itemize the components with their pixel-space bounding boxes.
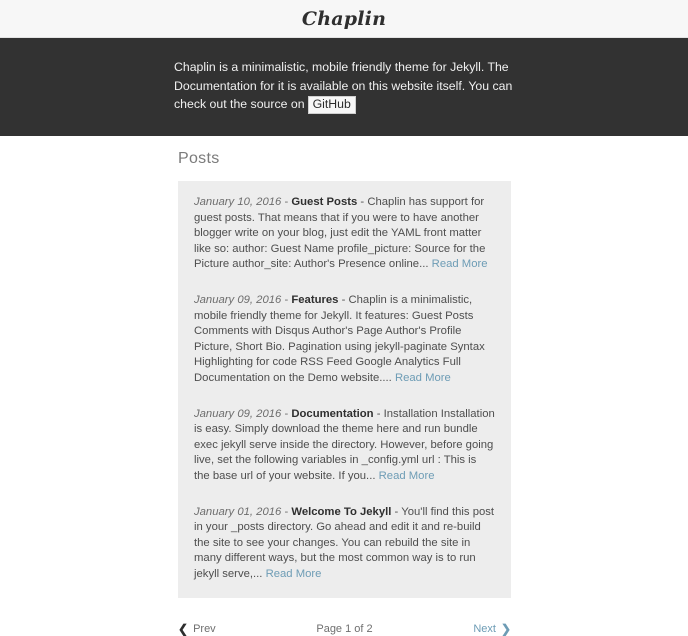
post-date: January 10, 2016	[194, 196, 282, 208]
site-header	[0, 0, 688, 38]
post-separator: -	[284, 196, 289, 208]
page-title: Posts	[178, 150, 220, 167]
read-more-link[interactable]: Read More	[265, 567, 322, 580]
pagination-status: Page 1 of 2	[316, 623, 373, 636]
post-separator: -	[284, 293, 289, 306]
post-excerpt: - Installation Installation is easy. Simply download the theme here and run bundle exec jekyll serve inside the directory. However, before going live, set the following variables in _config.yml url : This is the base url of your website. If you...	[194, 407, 495, 482]
list-item	[194, 195, 495, 273]
posts-list	[178, 181, 511, 598]
read-more-link[interactable]: Read More	[394, 371, 451, 384]
post-title[interactable]: Features	[291, 293, 339, 306]
intro-text-body: Chaplin is a minimalistic, mobile friendly theme for Jekyll. The Documentation for it is available on this website itself. You can check out the source on	[174, 60, 513, 111]
post-separator: -	[284, 505, 289, 518]
main-content	[0, 136, 688, 636]
post-title[interactable]: Welcome To Jekyll	[291, 505, 392, 518]
post-date: January 01, 2016	[194, 505, 282, 518]
post-date: January 09, 2016	[194, 293, 282, 306]
post-excerpt: - Chaplin has support for guest posts. That means that if you were to have another blogger write on your blog, just edit the YAML front matter like so: author: Guest Name profile_picture: Source for the Picture author_site: Author's Presence online...	[194, 196, 486, 271]
pagination-prev-label: Prev	[193, 623, 216, 636]
pagination-next-button[interactable]	[473, 622, 511, 636]
pagination-next-label: Next	[473, 623, 496, 636]
list-item	[194, 505, 495, 583]
pagination-prev-button[interactable]	[178, 622, 216, 636]
post-separator: -	[284, 407, 289, 420]
pagination	[178, 622, 511, 636]
github-link[interactable]: GitHub	[308, 96, 356, 114]
chevron-left-icon: ❮	[178, 622, 189, 636]
chevron-right-icon: ❯	[500, 622, 511, 636]
post-excerpt: - You'll find this post in your _posts directory. Go ahead and edit it and re-build the site to see your changes. You can rebuild the site in many different ways, but the most common way is to run jekyll serve,...	[194, 505, 495, 580]
list-item	[194, 407, 495, 485]
post-title[interactable]: Guest Posts	[291, 196, 358, 208]
post-date: January 09, 2016	[194, 407, 282, 420]
read-more-link[interactable]: Read More	[378, 469, 435, 482]
intro-description	[174, 58, 514, 114]
intro-banner	[0, 38, 688, 136]
list-item	[194, 293, 495, 387]
site-title: Chaplin	[301, 7, 387, 30]
read-more-link[interactable]: Read More	[431, 258, 488, 271]
post-excerpt: - Chaplin is a minimalistic, mobile friendly theme for Jekyll. It features: Guest Posts Comments with Disqus Author's Page Author's Profile Picture, Short Bio. Pagination using jekyll-paginate Syntax Highlighting for code RSS Feed Google Analytics Full Documentation on the Demo website....	[194, 293, 485, 384]
intro-inner	[174, 58, 514, 114]
post-title[interactable]: Documentation	[291, 407, 374, 420]
